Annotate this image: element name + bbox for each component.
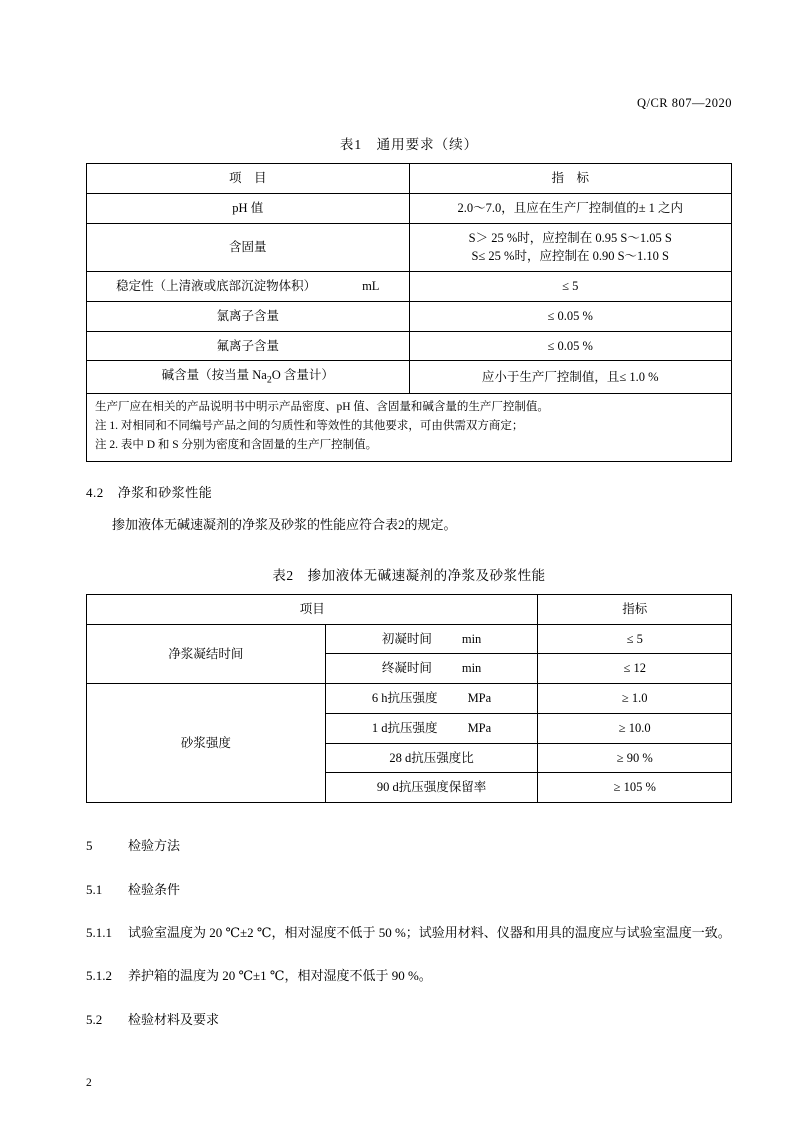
section-5-1-title: 检验条件 xyxy=(128,881,181,897)
table2-spec-28d-strength-ratio: ≥ 90 % xyxy=(538,743,732,773)
table1-spec-ph: 2.0～7.0，且应在生产厂控制值的± 1 之内 xyxy=(409,193,732,223)
section-5-1-2-text: 养护箱的温度为 20 ℃±1 ℃，相对湿度不低于 90 %。 xyxy=(128,968,432,984)
section-4-2-heading xyxy=(86,482,732,501)
table2-spec-initial-set: ≤ 5 xyxy=(538,624,732,654)
table-row xyxy=(87,624,732,654)
table2-spec-90d-strength-retention: ≥ 105 % xyxy=(538,773,732,803)
table2-item-6h-label: 6 h抗压强度 xyxy=(371,691,438,706)
table1-spec-stability: ≤ 5 xyxy=(409,272,732,302)
table1-spec-solid xyxy=(409,223,732,272)
page-content xyxy=(86,0,732,1032)
page-header-code: Q/CR 807—2020 xyxy=(636,96,732,110)
table-row xyxy=(87,394,732,462)
section-5-1-heading xyxy=(86,877,732,902)
table-row xyxy=(87,331,732,361)
table2-item-90d-strength-retention: 90 d抗压强度保留率 xyxy=(325,773,538,803)
table2-spec-6h-strength: ≥ 1.0 xyxy=(538,684,732,714)
table-row xyxy=(87,301,732,331)
table1-header-spec: 指 标 xyxy=(409,164,732,194)
section-5-heading xyxy=(86,833,732,858)
section-5-number: 5 xyxy=(86,838,93,854)
table1-spec-solid-line2: S≤ 25 %时，应控制在 0.90 S～1.10 S xyxy=(471,249,669,264)
section-4-2-title: 净浆和砂浆性能 xyxy=(117,485,213,501)
table2-item-final-set-unit: min xyxy=(461,661,482,676)
section-5-2-title: 检验材料及要求 xyxy=(128,1011,220,1027)
section-5-2-number: 5.2 xyxy=(86,1011,103,1027)
section-5-1-2-number: 5.1.2 xyxy=(86,968,112,984)
table2-header-item: 项目 xyxy=(87,594,538,624)
section-5-1-1-number: 5.1.1 xyxy=(86,924,112,940)
section-4-2-number: 4.2 xyxy=(86,485,104,501)
table1-spec-alkali: 应小于生产厂控制值，且≤ 1.0 % xyxy=(409,361,732,394)
table2-item-final-set xyxy=(325,654,538,684)
table1-spec-solid-line1: S＞ 25 %时，应控制在 0.95 S～1.05 S xyxy=(468,230,672,245)
table1-note-1: 注 1. 对相同和不同编号产品之间的匀质性和等效性的其他要求，可由供需双方商定； xyxy=(95,420,524,433)
table-row xyxy=(87,193,732,223)
table2-header-spec: 指标 xyxy=(538,594,732,624)
table1-spec-chloride: ≤ 0.05 % xyxy=(409,301,732,331)
table-general-requirements xyxy=(86,163,732,462)
table1-item-ph: pH 值 xyxy=(87,193,410,223)
table-paste-mortar-performance xyxy=(86,594,732,803)
table2-item-1d-strength xyxy=(325,713,538,743)
section-5 xyxy=(86,833,732,1032)
table1-header-item: 项 目 xyxy=(87,164,410,194)
table2-group-setting-time: 净浆凝结时间 xyxy=(87,624,326,684)
table1-item-stability-label: 稳定性（上清液或底部沉淀物体积） xyxy=(116,279,317,293)
table1-note-2: 注 2. 表中 D 和 S 分别为密度和含固量的生产厂控制值。 xyxy=(95,439,378,452)
table2-title: 表2 掺加液体无碱速凝剂的净浆及砂浆性能 xyxy=(272,567,546,583)
table2-item-initial-set-label: 初凝时间 xyxy=(381,631,432,646)
table2-item-initial-set-unit: min xyxy=(461,631,482,646)
table2-group-mortar-strength: 砂浆强度 xyxy=(87,684,326,803)
table-row xyxy=(87,594,732,624)
table2-item-initial-set xyxy=(325,624,538,654)
table1-title: 表1 通用要求（续） xyxy=(339,137,479,152)
table1-spec-fluoride: ≤ 0.05 % xyxy=(409,331,732,361)
section-5-1-number: 5.1 xyxy=(86,881,103,897)
table2-spec-1d-strength: ≥ 10.0 xyxy=(538,713,732,743)
section-5-1-1-paragraph xyxy=(86,920,732,945)
table1-item-stability xyxy=(87,272,410,302)
page-number: 2 xyxy=(86,1077,92,1089)
section-5-title: 检验方法 xyxy=(128,838,181,854)
table1-item-stability-unit: mL xyxy=(362,279,380,293)
table1-note-0: 生产厂应在相关的产品说明书中明示产品密度、pH 值、含固量和碱含量的生产厂控制值。 xyxy=(95,401,549,414)
table-row xyxy=(87,164,732,194)
table1-item-alkali: 碱含量（按当量 $Na_2O$ 含量计） xyxy=(87,361,410,394)
table-row xyxy=(87,361,732,394)
section-5-2-heading xyxy=(86,1007,732,1032)
table2-spec-final-set: ≤ 12 xyxy=(538,654,732,684)
table1-notes xyxy=(87,394,732,462)
table2-item-6h-strength xyxy=(325,684,538,714)
table-row xyxy=(87,223,732,272)
section-4-2-paragraph: 掺加液体无碱速凝剂的净浆及砂浆的性能应符合表2的规定。 xyxy=(112,517,457,533)
table2-item-1d-label: 1 d抗压强度 xyxy=(371,720,438,735)
table1-item-chloride: 氯离子含量 xyxy=(87,301,410,331)
table2-item-28d-strength-ratio: 28 d抗压强度比 xyxy=(325,743,538,773)
table-row xyxy=(87,684,732,714)
table1-item-solid: 含固量 xyxy=(87,223,410,272)
section-5-1-2-paragraph xyxy=(86,963,732,988)
table-row xyxy=(87,272,732,302)
table2-item-1d-unit: MPa xyxy=(467,720,492,735)
table1-item-fluoride: 氟离子含量 xyxy=(87,331,410,361)
table2-item-6h-unit: MPa xyxy=(467,691,492,706)
section-5-1-1-text: 试验室温度为 20 ℃±2 ℃，相对湿度不低于 50 %；试验用材料、仪器和用具的温度应与试验室温度一致。 xyxy=(128,924,731,940)
table2-item-final-set-label: 终凝时间 xyxy=(381,661,432,676)
